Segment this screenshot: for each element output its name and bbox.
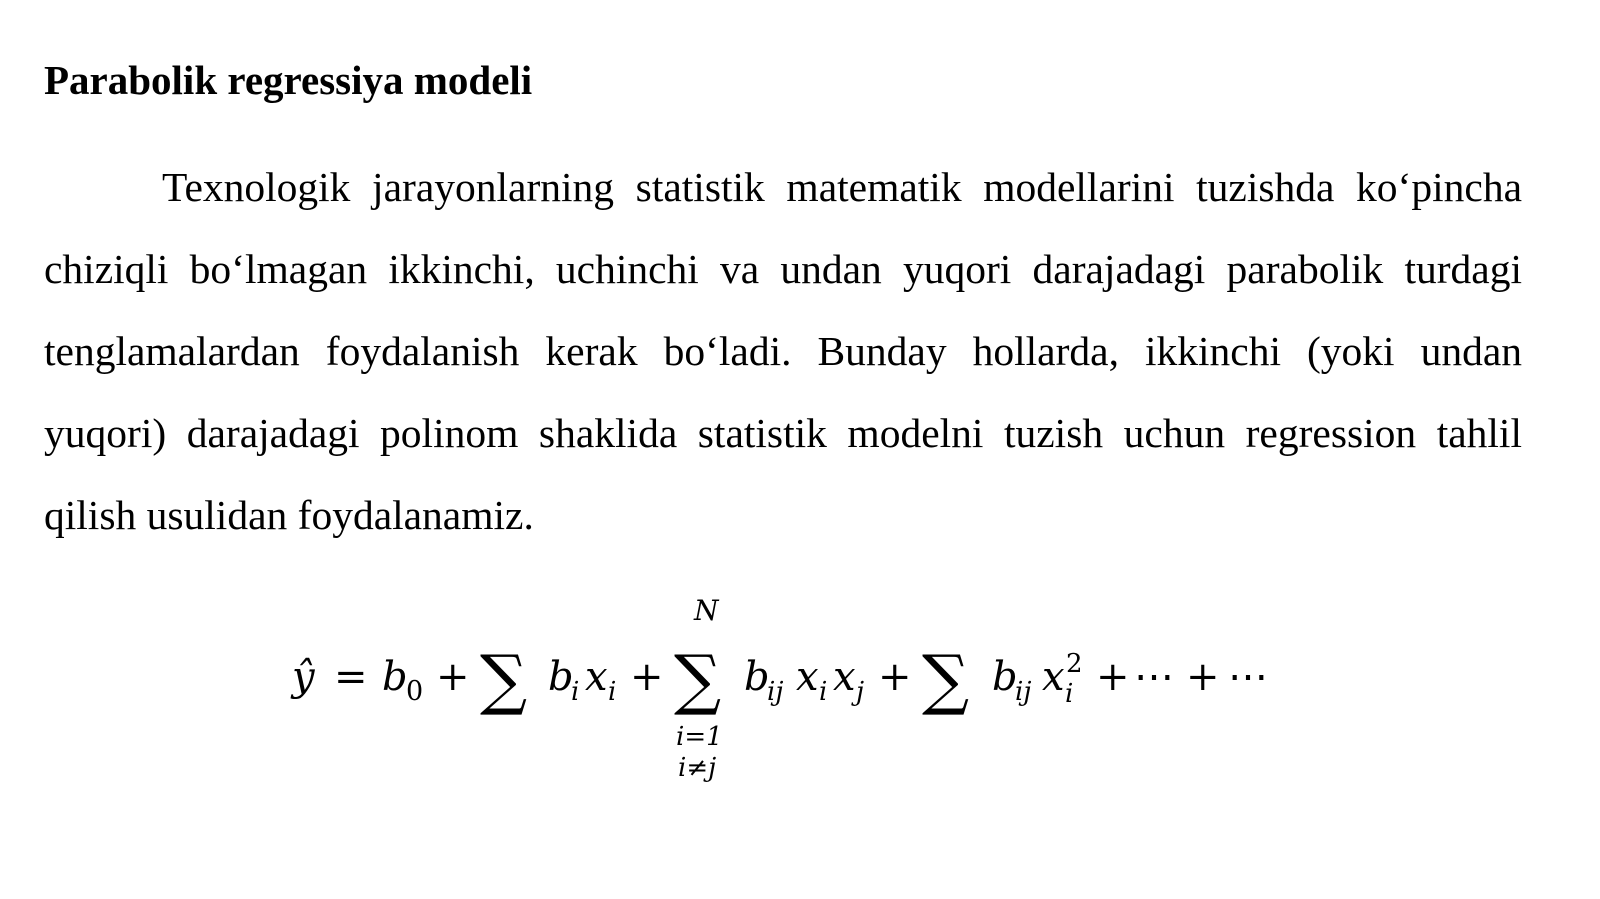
formula-sum-condition: i≠j xyxy=(678,753,717,783)
formula-b: b xyxy=(548,654,574,700)
formula-b: b xyxy=(744,654,770,700)
formula-x: x xyxy=(1042,654,1065,700)
formula-sum-symbol: ∑ xyxy=(922,641,970,718)
formula-sum-symbol: ∑ xyxy=(674,641,722,718)
formula-subscript-j: j xyxy=(856,677,865,707)
formula-plus: + xyxy=(1186,654,1220,700)
formula-x: x xyxy=(833,654,856,700)
formula-x: x xyxy=(796,654,819,700)
formula-b: b xyxy=(992,654,1018,700)
formula-ellipsis: ⋯ xyxy=(1134,654,1174,700)
formula-subscript-i: i xyxy=(571,677,580,707)
formula-subscript-i: i xyxy=(819,677,828,707)
formula-y-hat: ŷ xyxy=(292,654,315,700)
formula-equals: = xyxy=(334,654,368,700)
formula-ellipsis: ⋯ xyxy=(1228,654,1268,700)
formula-x: x xyxy=(585,654,608,700)
formula-plus: + xyxy=(436,654,470,700)
formula-plus: + xyxy=(878,654,912,700)
formula-subscript-i: i xyxy=(608,677,617,707)
formula-subscript-i: i xyxy=(1065,679,1074,709)
formula-sum-lower-limit: i=1 xyxy=(676,722,723,752)
formula-b: b xyxy=(382,654,408,700)
formula-subscript-0: 0 xyxy=(406,676,424,707)
section-heading: Parabolik regressiya modeli xyxy=(44,57,533,103)
formula-superscript-2: 2 xyxy=(1066,649,1083,679)
formula-subscript-ij: ij xyxy=(1015,677,1032,707)
formula-sum-symbol: ∑ xyxy=(480,641,528,718)
formula-sum-upper-limit: N xyxy=(694,594,719,627)
formula-subscript-ij: ij xyxy=(767,677,784,707)
regression-formula xyxy=(0,590,1600,810)
formula-plus: + xyxy=(630,654,664,700)
formula-plus: + xyxy=(1096,654,1130,700)
body-paragraph: Texnologik jarayonlarning statistik matematik modellarini tuzishda ko‘pincha chiziqli bo‘lmagan ikkinchi, uchinchi va undan yuqori darajadagi parabolik turdagi tenglamalardan foydalanish kerak bo‘ladi. Bunday hollarda, ikkinchi (yoki undan yuqori) darajadagi polinom shaklida statistik modelni tuzish uchun regression tahlil qilish usulidan foydalanamiz. xyxy=(44,164,1522,538)
